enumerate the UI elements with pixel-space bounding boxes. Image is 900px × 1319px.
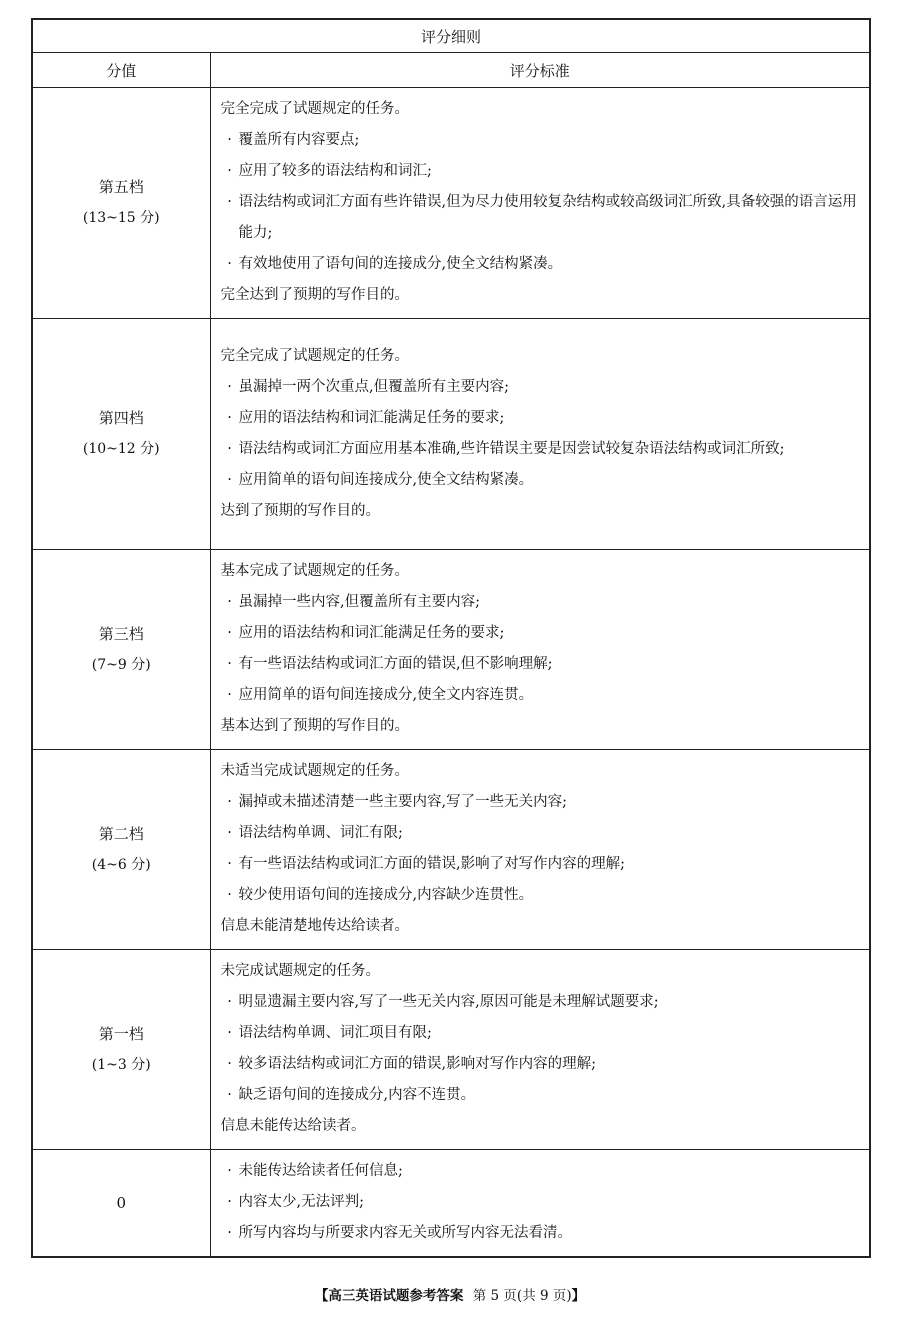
score-band-range: (13~15 分) <box>82 210 160 226</box>
criteria-bullet-item <box>221 403 862 434</box>
scoring-rubric-table <box>31 18 871 1258</box>
criteria-text: 语法结构单调、词汇项目有限; <box>238 1025 432 1041</box>
criteria-summary-line <box>221 556 862 587</box>
criteria-text: 应用的语法结构和词汇能满足任务的要求; <box>238 625 505 641</box>
criteria-text: 较少使用语句间的连接成分,内容缺少连贯性。 <box>238 887 534 903</box>
score-band-level: 第二档 <box>98 824 144 843</box>
criteria-text: 应用简单的语句间连接成分,使全文内容连贯。 <box>238 687 534 703</box>
criteria-cell <box>210 88 870 319</box>
criteria-summary-line <box>221 956 862 987</box>
criteria-bullet-item <box>221 1018 862 1049</box>
criteria-text: 语法结构或词汇方面应用基本准确,些许错误主要是因尝试较复杂语法结构或词汇所致; <box>238 440 785 457</box>
criteria-text: 虽漏掉一两个次重点,但覆盖所有主要内容; <box>238 378 509 395</box>
criteria-bullet-item <box>221 649 862 680</box>
criteria-text: 所写内容均与所要求内容无关或所写内容无法看清。 <box>238 1225 572 1241</box>
column-header-score: 分值 <box>32 53 210 88</box>
criteria-bullet-item <box>221 187 862 249</box>
criteria-text: 完全完成了试题规定的任务。 <box>220 347 409 364</box>
criteria-bullet-item <box>221 1049 862 1080</box>
criteria-bullet-item <box>221 465 862 496</box>
bullet-dot-icon: · <box>227 163 232 179</box>
criteria-summary-line <box>221 94 862 125</box>
criteria-text: 较多语法结构或词汇方面的错误,影响对写作内容的理解; <box>238 1056 596 1072</box>
criteria-text: 虽漏掉一些内容,但覆盖所有主要内容; <box>238 594 480 610</box>
bullet-dot-icon: · <box>227 471 232 488</box>
criteria-bullet-item <box>221 849 862 880</box>
table-title: 评分细则 <box>32 19 870 53</box>
criteria-bullet-item <box>221 372 862 403</box>
bullet-dot-icon: · <box>227 1194 232 1210</box>
criteria-text: 基本达到了预期的写作目的。 <box>220 718 409 734</box>
criteria-cell <box>210 319 870 550</box>
score-band-range: (4~6 分) <box>91 856 151 873</box>
page-footer <box>0 1284 900 1304</box>
rubric-row <box>32 1150 870 1258</box>
score-band-cell <box>32 1150 210 1258</box>
criteria-text: 未适当完成试题规定的任务。 <box>220 763 409 779</box>
criteria-text: 明显遗漏主要内容,写了一些无关内容,原因可能是未理解试题要求; <box>238 994 659 1010</box>
criteria-bullet-item <box>221 880 862 911</box>
criteria-text: 漏掉或未描述清楚一些主要内容,写了一些无关内容; <box>238 794 567 810</box>
criteria-bullet-item <box>221 434 862 465</box>
criteria-bullet-item <box>221 1187 862 1218</box>
bullet-dot-icon: · <box>227 132 232 148</box>
criteria-bullet-item <box>221 987 862 1018</box>
score-band-cell <box>32 319 210 550</box>
score-band-range: (10~12 分) <box>82 441 160 457</box>
bullet-dot-icon: · <box>227 378 232 395</box>
criteria-text: 覆盖所有内容要点; <box>238 132 360 148</box>
criteria-bullet-item <box>221 618 862 649</box>
criteria-bullet-item <box>221 1218 862 1249</box>
rubric-row <box>32 88 870 319</box>
footer-bracket-right: 】 <box>571 1288 586 1304</box>
table-header-row <box>32 53 870 88</box>
criteria-summary-line <box>221 341 862 372</box>
score-band-cell <box>32 88 210 319</box>
criteria-text: 完全达到了预期的写作目的。 <box>220 287 409 303</box>
rubric-row <box>32 750 870 950</box>
criteria-text: 基本完成了试题规定的任务。 <box>220 563 409 579</box>
bullet-dot-icon: · <box>227 825 232 841</box>
criteria-bullet-item <box>221 587 862 618</box>
criteria-cell <box>210 950 870 1150</box>
bullet-dot-icon: · <box>227 594 232 610</box>
bullet-dot-icon: · <box>227 1163 232 1179</box>
criteria-summary-line <box>221 280 862 311</box>
criteria-summary-line <box>221 911 862 942</box>
bullet-dot-icon: · <box>227 794 232 810</box>
score-band-level: 第三档 <box>98 624 144 643</box>
footer-bracket-left: 【 <box>314 1288 329 1304</box>
score-band-range: (1~3 分) <box>91 1056 151 1073</box>
criteria-bullet-item <box>221 1080 862 1111</box>
column-header-criteria: 评分标准 <box>210 53 870 88</box>
criteria-text: 未能传达给读者任何信息; <box>238 1163 403 1179</box>
criteria-bullet-item <box>221 818 862 849</box>
criteria-summary-line <box>221 711 862 742</box>
bullet-dot-icon: · <box>227 687 232 703</box>
rubric-row <box>32 950 870 1150</box>
criteria-text: 缺乏语句间的连接成分,内容不连贯。 <box>238 1087 476 1103</box>
criteria-text: 语法结构单调、词汇有限; <box>238 825 403 841</box>
score-band-cell <box>32 750 210 950</box>
bullet-dot-icon: · <box>227 440 232 457</box>
score-band-level: 第五档 <box>98 178 144 196</box>
bullet-dot-icon: · <box>227 887 232 903</box>
criteria-text: 未完成试题规定的任务。 <box>220 963 380 979</box>
score-band-level: 第一档 <box>98 1024 144 1043</box>
criteria-bullet-item <box>221 156 862 187</box>
score-band-range: (7~9 分) <box>91 656 151 673</box>
bullet-dot-icon: · <box>227 625 232 641</box>
table-title-row <box>32 19 870 53</box>
criteria-bullet-item <box>221 249 862 280</box>
criteria-text: 信息未能传达给读者。 <box>220 1118 366 1134</box>
score-band-level: 第四档 <box>98 409 144 427</box>
criteria-text: 达到了预期的写作目的。 <box>220 502 380 519</box>
bullet-dot-icon: · <box>227 409 232 426</box>
criteria-bullet-item <box>221 680 862 711</box>
criteria-cell <box>210 550 870 750</box>
footer-subject: 高三英语试题参考答案 <box>328 1288 464 1304</box>
criteria-bullet-item <box>221 125 862 156</box>
criteria-text: 信息未能清楚地传达给读者。 <box>220 918 409 934</box>
criteria-cell <box>210 1150 870 1258</box>
bullet-dot-icon: · <box>227 256 232 272</box>
scoring-sheet <box>31 18 869 1258</box>
criteria-text: 有一些语法结构或词汇方面的错误,但不影响理解; <box>238 656 553 672</box>
criteria-text: 应用了较多的语法结构和词汇; <box>238 163 432 179</box>
criteria-cell <box>210 750 870 950</box>
criteria-text: 语法结构或词汇方面有些许错误,但为尽力使用较复杂结构或较高级词汇所致,具备较强的语言运用能力; <box>238 194 857 241</box>
bullet-dot-icon: · <box>227 1056 232 1072</box>
criteria-text: 内容太少,无法评判; <box>238 1194 364 1210</box>
footer-page-number: 第 5 页(共 9 页) <box>472 1288 572 1304</box>
score-band-cell <box>32 950 210 1150</box>
bullet-dot-icon: · <box>227 994 232 1010</box>
rubric-row <box>32 319 870 550</box>
criteria-bullet-item <box>221 787 862 818</box>
bullet-dot-icon: · <box>227 856 232 872</box>
criteria-text: 应用简单的语句间连接成分,使全文结构紧凑。 <box>238 471 534 488</box>
bullet-dot-icon: · <box>227 194 232 210</box>
score-band-cell <box>32 550 210 750</box>
bullet-dot-icon: · <box>227 1025 232 1041</box>
score-band-level: 0 <box>116 1193 127 1212</box>
criteria-summary-line <box>221 756 862 787</box>
criteria-summary-line <box>221 496 862 527</box>
criteria-bullet-item <box>221 1156 862 1187</box>
criteria-text: 完全完成了试题规定的任务。 <box>220 101 409 117</box>
criteria-text: 有效地使用了语句间的连接成分,使全文结构紧凑。 <box>238 256 563 272</box>
rubric-row <box>32 550 870 750</box>
criteria-summary-line <box>221 1111 862 1142</box>
bullet-dot-icon: · <box>227 1087 232 1103</box>
bullet-dot-icon: · <box>227 1225 232 1241</box>
criteria-text: 有一些语法结构或词汇方面的错误,影响了对写作内容的理解; <box>238 856 625 872</box>
bullet-dot-icon: · <box>227 656 232 672</box>
criteria-text: 应用的语法结构和词汇能满足任务的要求; <box>238 409 505 426</box>
